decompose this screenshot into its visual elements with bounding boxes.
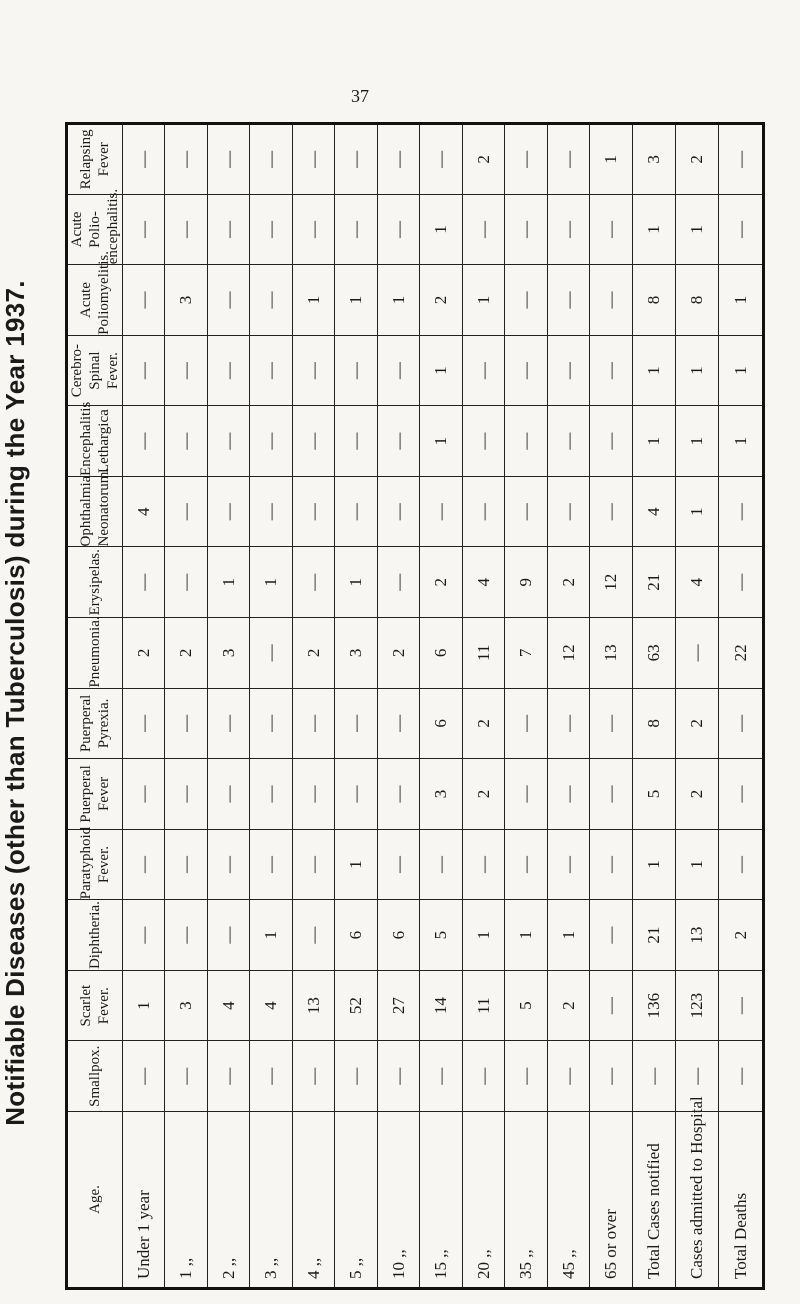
table-cell: —	[165, 688, 207, 759]
table-cell: —	[505, 759, 547, 830]
table-cell: —	[505, 335, 547, 406]
table-cell: —	[377, 688, 419, 759]
table-cell: 4	[462, 547, 504, 618]
table-cell: —	[123, 265, 165, 336]
table-cell: 136	[632, 970, 675, 1041]
table-cell: 8	[632, 265, 675, 336]
table-cell: 3	[165, 970, 207, 1041]
table-cell: —	[377, 335, 419, 406]
table-cell: —	[250, 618, 292, 689]
table-cell: —	[165, 759, 207, 830]
table-cell: 4	[123, 476, 165, 547]
table-cell: —	[250, 759, 292, 830]
table-row	[719, 124, 764, 1289]
row-label: Under 1 year	[123, 1112, 165, 1289]
table-cell: —	[207, 265, 249, 336]
table-cell: —	[547, 335, 589, 406]
table-cell: —	[250, 406, 292, 477]
table-body	[123, 124, 764, 1289]
table-cell: 1	[547, 900, 589, 971]
table-cell: —	[165, 335, 207, 406]
table-cell: —	[505, 688, 547, 759]
table-cell: 2	[676, 124, 719, 195]
table-cell: —	[123, 1041, 165, 1112]
table-cell: 9	[505, 547, 547, 618]
table-cell: 2	[462, 688, 504, 759]
table-cell: —	[377, 1041, 419, 1112]
table-cell: 11	[462, 970, 504, 1041]
table-row	[207, 124, 249, 1289]
table-cell: 1	[335, 829, 377, 900]
table-cell: 4	[250, 970, 292, 1041]
table-cell: —	[123, 688, 165, 759]
table-cell: 2	[676, 688, 719, 759]
table-cell: 3	[207, 618, 249, 689]
table-cell: —	[590, 265, 632, 336]
table-cell: 1	[632, 335, 675, 406]
table-row	[335, 124, 377, 1289]
table-cell: 1	[676, 476, 719, 547]
table-cell: —	[207, 406, 249, 477]
table-cell: 2	[462, 759, 504, 830]
table-cell: 1	[420, 335, 462, 406]
table-cell: —	[250, 194, 292, 265]
table-cell: —	[165, 124, 207, 195]
table-cell: 13	[292, 970, 334, 1041]
column-header-age: Age.	[67, 1112, 123, 1289]
table-cell: —	[590, 688, 632, 759]
table-cell: 1	[250, 900, 292, 971]
table-cell: 21	[632, 900, 675, 971]
table-cell: —	[590, 759, 632, 830]
row-label: Cases admitted to Hospital	[676, 1112, 719, 1289]
table-cell: 1	[292, 265, 334, 336]
table-cell: 4	[632, 476, 675, 547]
table-cell: —	[292, 688, 334, 759]
page-number: 37	[351, 86, 369, 106]
table-cell: —	[676, 618, 719, 689]
table-cell: 8	[632, 688, 675, 759]
table-cell: 1	[462, 265, 504, 336]
table-cell: 1	[676, 194, 719, 265]
table-cell: —	[590, 970, 632, 1041]
table-cell: 22	[719, 618, 764, 689]
table-cell: 3	[335, 618, 377, 689]
table-cell: —	[123, 759, 165, 830]
table-cell: 1	[676, 406, 719, 477]
row-label: Total Deaths	[719, 1112, 764, 1289]
table-row	[165, 124, 207, 1289]
column-header: Puerperal Pyrexia.	[67, 688, 123, 759]
column-header: Cerebro-Spinal Fever.	[67, 335, 123, 406]
row-label: 3 ,,	[250, 1112, 292, 1289]
table-cell: —	[505, 476, 547, 547]
table-cell: 3	[165, 265, 207, 336]
table-cell: 1	[377, 265, 419, 336]
column-header: Relapsing Fever	[67, 124, 123, 195]
table-cell: —	[250, 124, 292, 195]
table-cell: —	[292, 900, 334, 971]
table-cell: —	[207, 476, 249, 547]
row-label: 20 ,,	[462, 1112, 504, 1289]
table-row	[590, 124, 632, 1289]
table-cell: —	[377, 476, 419, 547]
table-cell: —	[165, 829, 207, 900]
table-cell: 52	[335, 970, 377, 1041]
row-label: 1 ,,	[165, 1112, 207, 1289]
table-cell: 1	[207, 547, 249, 618]
table-row	[123, 124, 165, 1289]
table-cell: —	[547, 688, 589, 759]
table-cell: 1	[719, 265, 764, 336]
table-cell: —	[462, 1041, 504, 1112]
table-cell: —	[505, 406, 547, 477]
table-cell: —	[335, 335, 377, 406]
table-cell: —	[505, 265, 547, 336]
table-cell: —	[165, 900, 207, 971]
table-cell: 1	[719, 335, 764, 406]
table-cell: 2	[719, 900, 764, 971]
table-cell: —	[292, 547, 334, 618]
table-cell: —	[590, 1041, 632, 1112]
table-cell: —	[719, 829, 764, 900]
column-header: Ophthalmia Neonatorum.	[67, 476, 123, 547]
table-cell: 2	[547, 970, 589, 1041]
notifiable-diseases-table	[65, 122, 765, 1290]
table-cell: —	[123, 194, 165, 265]
table-cell: —	[250, 476, 292, 547]
column-header: Encephalitis Lethargica	[67, 406, 123, 477]
table-cell: 13	[590, 618, 632, 689]
table-cell: —	[207, 759, 249, 830]
table-cell: 2	[547, 547, 589, 618]
table-cell: —	[547, 759, 589, 830]
table-cell: —	[420, 476, 462, 547]
table-cell: 8	[676, 265, 719, 336]
table-cell: 6	[377, 900, 419, 971]
table-cell: 1	[250, 547, 292, 618]
table-cell: —	[676, 1041, 719, 1112]
table-cell: —	[292, 335, 334, 406]
table-cell: —	[165, 1041, 207, 1112]
table-cell: 21	[632, 547, 675, 618]
column-header: Puerperal Fever	[67, 759, 123, 830]
table-cell: —	[335, 1041, 377, 1112]
table-cell: —	[207, 688, 249, 759]
table-cell: 1	[632, 406, 675, 477]
table-cell: 12	[547, 618, 589, 689]
table-cell: 2	[123, 618, 165, 689]
column-header: Paratyphoid Fever.	[67, 829, 123, 900]
column-header: Acute Polio-encephalitis.	[67, 194, 123, 265]
table-cell: —	[292, 759, 334, 830]
table-cell: —	[462, 194, 504, 265]
table-cell: —	[377, 406, 419, 477]
table-cell: 6	[420, 688, 462, 759]
table-cell: —	[462, 829, 504, 900]
header-row	[67, 124, 123, 1289]
table-cell: —	[462, 406, 504, 477]
table-cell: —	[250, 688, 292, 759]
table-cell: 3	[632, 124, 675, 195]
table-cell: —	[719, 688, 764, 759]
table-cell: 1	[335, 547, 377, 618]
column-header: Pneumonia.	[67, 618, 123, 689]
table-cell: —	[377, 759, 419, 830]
table-cell: 4	[207, 970, 249, 1041]
table-cell: —	[462, 335, 504, 406]
table-cell: —	[335, 476, 377, 547]
table-cell: 1	[676, 335, 719, 406]
table-cell: —	[123, 406, 165, 477]
table-cell: 2	[676, 759, 719, 830]
table-cell: —	[292, 194, 334, 265]
table-cell: 2	[420, 265, 462, 336]
table-cell: —	[377, 829, 419, 900]
table-row	[547, 124, 589, 1289]
row-label: 15 ,,	[420, 1112, 462, 1289]
column-header: Diphtheria.	[67, 900, 123, 971]
table-cell: —	[123, 900, 165, 971]
table-cell: 2	[292, 618, 334, 689]
table-cell: —	[165, 406, 207, 477]
table-cell: —	[377, 547, 419, 618]
table-cell: —	[292, 124, 334, 195]
table-cell: 6	[335, 900, 377, 971]
table-cell: —	[547, 1041, 589, 1112]
table-cell: —	[547, 406, 589, 477]
table-row	[676, 124, 719, 1289]
column-header: Smallpox.	[67, 1041, 123, 1112]
table-cell: —	[123, 124, 165, 195]
table-cell: —	[292, 406, 334, 477]
table-cell: —	[420, 124, 462, 195]
table-cell: —	[165, 476, 207, 547]
table-cell: —	[719, 194, 764, 265]
table-cell: —	[335, 194, 377, 265]
table-cell: —	[505, 1041, 547, 1112]
table-cell: 5	[632, 759, 675, 830]
table-row	[462, 124, 504, 1289]
table-row	[632, 124, 675, 1289]
table-cell: —	[590, 335, 632, 406]
table-cell: 1	[462, 900, 504, 971]
table-cell: —	[207, 900, 249, 971]
table-cell: 4	[676, 547, 719, 618]
table-cell: —	[123, 335, 165, 406]
table-cell: —	[250, 1041, 292, 1112]
table-cell: —	[547, 265, 589, 336]
row-label: 2 ,,	[207, 1112, 249, 1289]
table-cell: —	[590, 194, 632, 265]
table-cell: 1	[676, 829, 719, 900]
table-cell: —	[590, 476, 632, 547]
row-label: 4 ,,	[292, 1112, 334, 1289]
table-cell: 7	[505, 618, 547, 689]
table-cell: 1	[505, 900, 547, 971]
table-cell: —	[632, 1041, 675, 1112]
table-cell: 1	[590, 124, 632, 195]
table-row	[292, 124, 334, 1289]
table-cell: 1	[632, 829, 675, 900]
table-cell: 1	[719, 406, 764, 477]
row-label: 45 ,,	[547, 1112, 589, 1289]
table-cell: —	[719, 970, 764, 1041]
column-header: Scarlet Fever.	[67, 970, 123, 1041]
table-cell: —	[590, 900, 632, 971]
table-cell: —	[420, 1041, 462, 1112]
table-cell: 11	[462, 618, 504, 689]
table-cell: 1	[420, 194, 462, 265]
table-cell: —	[207, 194, 249, 265]
table-cell: —	[719, 1041, 764, 1112]
table-cell: 2	[165, 618, 207, 689]
table-cell: —	[292, 829, 334, 900]
table-cell: 5	[420, 900, 462, 971]
table-row	[420, 124, 462, 1289]
table-cell: —	[165, 194, 207, 265]
table-cell: —	[547, 476, 589, 547]
row-label: 65 or over	[590, 1112, 632, 1289]
table-cell: 2	[462, 124, 504, 195]
table-cell: —	[335, 124, 377, 195]
table-cell: —	[292, 476, 334, 547]
table-title: Notifiable Diseases (other than Tuberculosis) during the Year 1937.	[0, 280, 30, 1126]
table-cell: —	[123, 547, 165, 618]
table-cell: —	[719, 476, 764, 547]
table-cell: —	[505, 124, 547, 195]
table-row	[505, 124, 547, 1289]
table-cell: —	[207, 124, 249, 195]
table-cell: —	[250, 829, 292, 900]
table-cell: 1	[632, 194, 675, 265]
table-cell: —	[505, 194, 547, 265]
table-cell: —	[547, 194, 589, 265]
table-cell: —	[292, 1041, 334, 1112]
row-label: Total Cases notified	[632, 1112, 675, 1289]
table-cell: —	[547, 829, 589, 900]
table-cell: 6	[420, 618, 462, 689]
notifiable-diseases-table-container	[65, 122, 765, 1290]
table-cell: 1	[123, 970, 165, 1041]
table-cell: 14	[420, 970, 462, 1041]
table-cell: 2	[420, 547, 462, 618]
table-cell: 123	[676, 970, 719, 1041]
row-label: 35 ,,	[505, 1112, 547, 1289]
table-row	[377, 124, 419, 1289]
table-cell: —	[207, 335, 249, 406]
table-cell: —	[719, 759, 764, 830]
table-cell: —	[462, 476, 504, 547]
table-cell: 63	[632, 618, 675, 689]
table-row	[250, 124, 292, 1289]
column-header: Erysipelas.	[67, 547, 123, 618]
table-cell: —	[335, 406, 377, 477]
table-cell: —	[335, 759, 377, 830]
table-cell: 1	[335, 265, 377, 336]
table-cell: —	[335, 688, 377, 759]
table-cell: —	[547, 124, 589, 195]
table-cell: —	[719, 124, 764, 195]
table-cell: 13	[676, 900, 719, 971]
table-cell: —	[719, 547, 764, 618]
table-cell: 12	[590, 547, 632, 618]
table-cell: —	[420, 829, 462, 900]
table-cell: —	[590, 829, 632, 900]
table-cell: —	[250, 265, 292, 336]
column-header: Acute Poliomyelitis.	[67, 265, 123, 336]
table-cell: 3	[420, 759, 462, 830]
table-cell: —	[165, 547, 207, 618]
table-cell: —	[207, 1041, 249, 1112]
table-cell: —	[123, 829, 165, 900]
table-cell: 27	[377, 970, 419, 1041]
table-cell: —	[207, 829, 249, 900]
row-label: 5 ,,	[335, 1112, 377, 1289]
table-cell: —	[505, 829, 547, 900]
table-cell: 1	[420, 406, 462, 477]
table-cell: —	[377, 194, 419, 265]
table-cell: 2	[377, 618, 419, 689]
table-cell: 5	[505, 970, 547, 1041]
table-cell: —	[377, 124, 419, 195]
table-cell: —	[250, 335, 292, 406]
table-cell: —	[590, 406, 632, 477]
row-label: 10 ,,	[377, 1112, 419, 1289]
